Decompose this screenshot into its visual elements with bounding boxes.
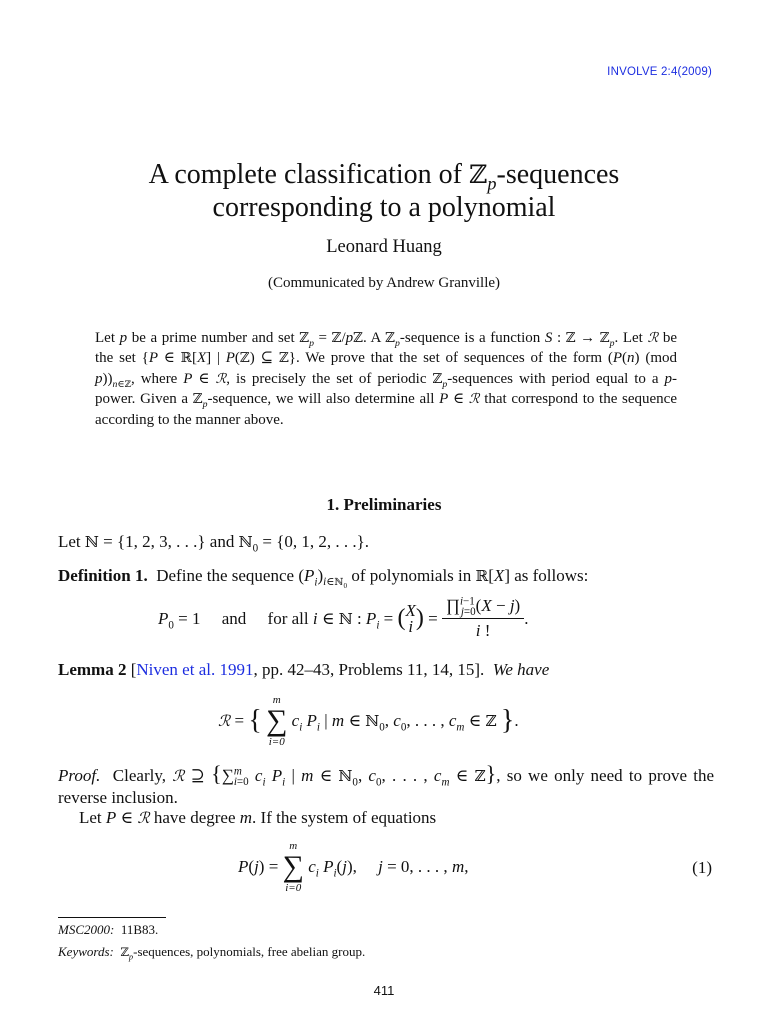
- communicated-by: (Communicated by Andrew Granville): [267, 275, 501, 291]
- footnote-msc: MSC2000: 11B83.: [58, 922, 159, 937]
- equation-1: P(j) = m ∑ i=0 $c_i$ $P_i(j)$, j = 0, . . . , m,: [238, 840, 469, 894]
- paragraph-naturals: Let ℕ = {1, 2, 3, . . .} and ℕ$_0$ = {0, 1, 2, . . .}.: [58, 532, 370, 555]
- journal-reference: INVOLVE 2:4(2009): [607, 66, 712, 78]
- paper-title: A complete classification of ℤ$_p$-sequences corresponding to a polynomial: [148, 159, 620, 223]
- author-name: Leonard Huang: [326, 237, 442, 257]
- lemma-2: Lemma 2 [Niven et al. 1991, pp. 42–43, Problems 11, 14, 15]. We have: [58, 660, 550, 679]
- lemma-equation: ℛ = { m ∑ i=0 $c_i$ $P_i$ | m ∈ ℕ$_0$, $c_0$, . . . , $c_m$ ∈ ℤ }.: [218, 694, 519, 748]
- abstract: Let p be a prime number and set ℤ$_p$ = ℤ/pℤ. A ℤ$_p$-sequence is a function S : ℤ → ℤ$_p$. Let ℛ be the set {P ∈ ℝ[X] | P(ℤ) ⊆ ℤ}. We prove that the set of sequences of the form (P(n) (mod $p))_{n\in ℤ}$, where P ∈ ℛ, is precisely the set of periodic ℤ$_p$-sequences with period equal to a p-power. Given a ℤ$_p$-sequence, we will also determine all P ∈ ℛ that correspond to the sequence according to the manner above.: [95, 330, 677, 428]
- proof-paragraph: Proof. Clearly, ℛ ⊇ {∑$^m_{i=0}$ $c_i$ $P_i$ | m ∈ ℕ$_0$, $c_0$, . . . , $c_m$ ∈ ℤ}, so we only need to prove the reverse inclusion.: [58, 761, 715, 807]
- citation-link[interactable]: Niven et al. 1991: [136, 660, 254, 679]
- footnote-rule: [58, 917, 166, 918]
- section-heading: 1. Preliminaries: [326, 495, 442, 514]
- page-number: 411: [373, 983, 395, 998]
- equation-number: (1): [692, 858, 712, 877]
- paragraph-system: Let P ∈ ℛ have degree m. If the system of equations: [79, 808, 437, 827]
- definition-equation: $P_0 = 1$ and for all i ∈ ℕ : $P_i$ = ( X i ) = $\frac{\prod^{i-1}_{j=0}(X - j)}{i !}$ .: [158, 595, 529, 640]
- footnote-keywords: Keywords: ℤ$_p$-sequences, polynomials, free abelian group.: [58, 944, 366, 962]
- definition-1: Definition 1. Define the sequence $(P_i)_{i\in ℕ_0}$ of polynomials in ℝ[X] as follows:: [58, 566, 589, 591]
